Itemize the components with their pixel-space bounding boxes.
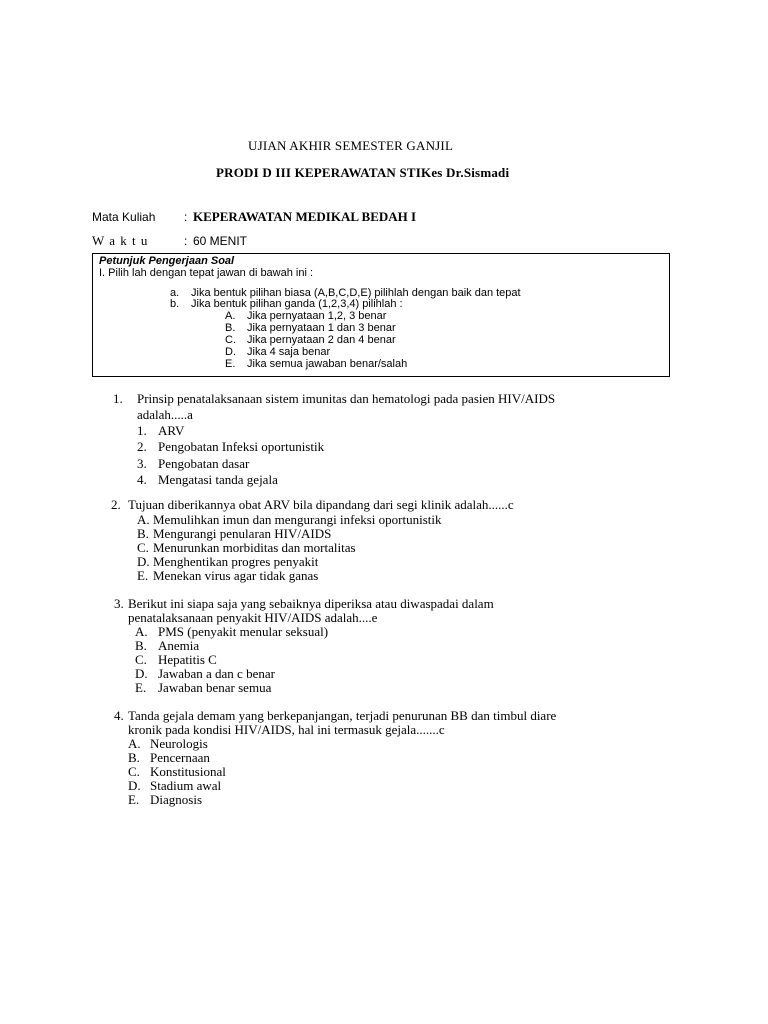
sub-text: Jika pernyataan 2 dan 4 benar (247, 334, 396, 346)
course-label: Mata Kuliah (92, 210, 156, 224)
question-text: adalah.....a (137, 407, 193, 422)
question-text: Berikut ini siapa saja yang sebaiknya diperiksa atau diwaspadai dalam (128, 596, 494, 611)
option-marker: C. (135, 652, 147, 667)
question-number: 1. (113, 391, 123, 406)
option-marker: D. (137, 554, 150, 569)
option-text: Hepatitis C (158, 652, 217, 667)
question-number: 4. (114, 708, 124, 723)
sub-marker: A. (225, 310, 236, 322)
option-text: PMS (penyakit menular seksual) (158, 624, 329, 639)
option-text: Pencernaan (150, 750, 210, 765)
option-text: Diagnosis (150, 792, 202, 807)
option-marker: A. (128, 736, 141, 751)
question-text: Tujuan diberikannya obat ARV bila dipandang dari segi klinik adalah......c (128, 497, 514, 512)
option-text: ARV (158, 423, 185, 438)
option-marker: B. (137, 526, 149, 541)
option-text: Jawaban a dan c benar (158, 666, 275, 681)
sub-text: Jika pernyataan 1 dan 3 benar (247, 322, 396, 334)
sub-text: Jika semua jawaban benar/salah (247, 358, 408, 370)
instructions-title: Petunjuk Pengerjaan Soal (99, 255, 235, 267)
sub-marker: E. (225, 358, 236, 370)
option-marker: D. (135, 666, 148, 681)
option-text: Menghentikan progres penyakit (153, 554, 319, 569)
question-text: Prinsip penatalaksanaan sistem imunitas dan hematologi pada pasien HIV/AIDS (137, 391, 556, 406)
option-text: Menekan virus agar tidak ganas (153, 568, 319, 583)
exam-title: UJIAN AKHIR SEMESTER GANJIL (248, 138, 454, 153)
option-marker: E. (128, 792, 140, 807)
option-text: Konstitusional (150, 764, 226, 779)
question-text: penatalaksanaan penyakit HIV/AIDS adalah....e (128, 610, 378, 625)
option-text: Mengatasi tanda gejala (158, 472, 278, 487)
option-marker: C. (128, 764, 140, 779)
program-title: PRODI D III KEPERAWATAN STIKes Dr.Sismadi (216, 165, 510, 180)
option-text: Pengobatan Infeksi oportunistik (158, 439, 325, 454)
instructions-intro: I. Pilih lah dengan tepat jawan di bawah ini : (99, 267, 314, 279)
instruction-text-a: Jika bentuk pilihan biasa (A,B,C,D,E) pilihlah dengan baik dan tepat (191, 287, 521, 299)
option-marker: D. (128, 778, 141, 793)
sub-text: Jika pernyataan 1,2, 3 benar (247, 310, 387, 322)
sub-marker: C. (225, 334, 236, 346)
instruction-marker-b: b. (170, 298, 180, 310)
option-text: Memulihkan imun dan mengurangi infeksi oportunistik (153, 512, 442, 527)
question-number: 2. (111, 497, 121, 512)
course-value: KEPERAWATAN MEDIKAL BEDAH I (193, 209, 417, 224)
option-marker: 1. (137, 423, 147, 438)
option-marker: 4. (137, 472, 147, 487)
option-text: Jawaban benar semua (158, 680, 272, 695)
option-text: Anemia (158, 638, 200, 653)
option-text: Mengurangi penularan HIV/AIDS (153, 526, 332, 541)
option-text: Stadium awal (150, 778, 222, 793)
option-marker: A. (135, 624, 148, 639)
time-colon: : (184, 234, 188, 248)
option-text: Neurologis (150, 736, 208, 751)
instruction-text-b: Jika bentuk pilihan ganda (1,2,3,4) pilihlah : (191, 298, 403, 310)
course-colon: : (184, 210, 188, 224)
time-label: W a k t u (92, 233, 149, 248)
option-marker: B. (135, 638, 147, 653)
question-number: 3. (114, 596, 124, 611)
option-marker: 3. (137, 456, 147, 471)
sub-marker: B. (225, 322, 236, 334)
option-marker: 2. (137, 439, 147, 454)
question-text: kronik pada kondisi HIV/AIDS, hal ini termasuk gejala.......c (128, 722, 445, 737)
instruction-marker-a: a. (170, 287, 180, 299)
question-text: Tanda gejala demam yang berkepanjangan, terjadi penurunan BB dan timbul diare (128, 708, 557, 723)
sub-marker: D. (225, 346, 236, 358)
time-value: 60 MENIT (193, 234, 248, 248)
option-text: Menurunkan morbiditas dan mortalitas (153, 540, 356, 555)
option-marker: E. (137, 568, 149, 583)
option-marker: C. (137, 540, 149, 555)
option-marker: E. (135, 680, 147, 695)
option-marker: B. (128, 750, 140, 765)
option-text: Pengobatan dasar (158, 456, 250, 471)
sub-text: Jika 4 saja benar (247, 346, 331, 358)
option-marker: A. (137, 512, 150, 527)
